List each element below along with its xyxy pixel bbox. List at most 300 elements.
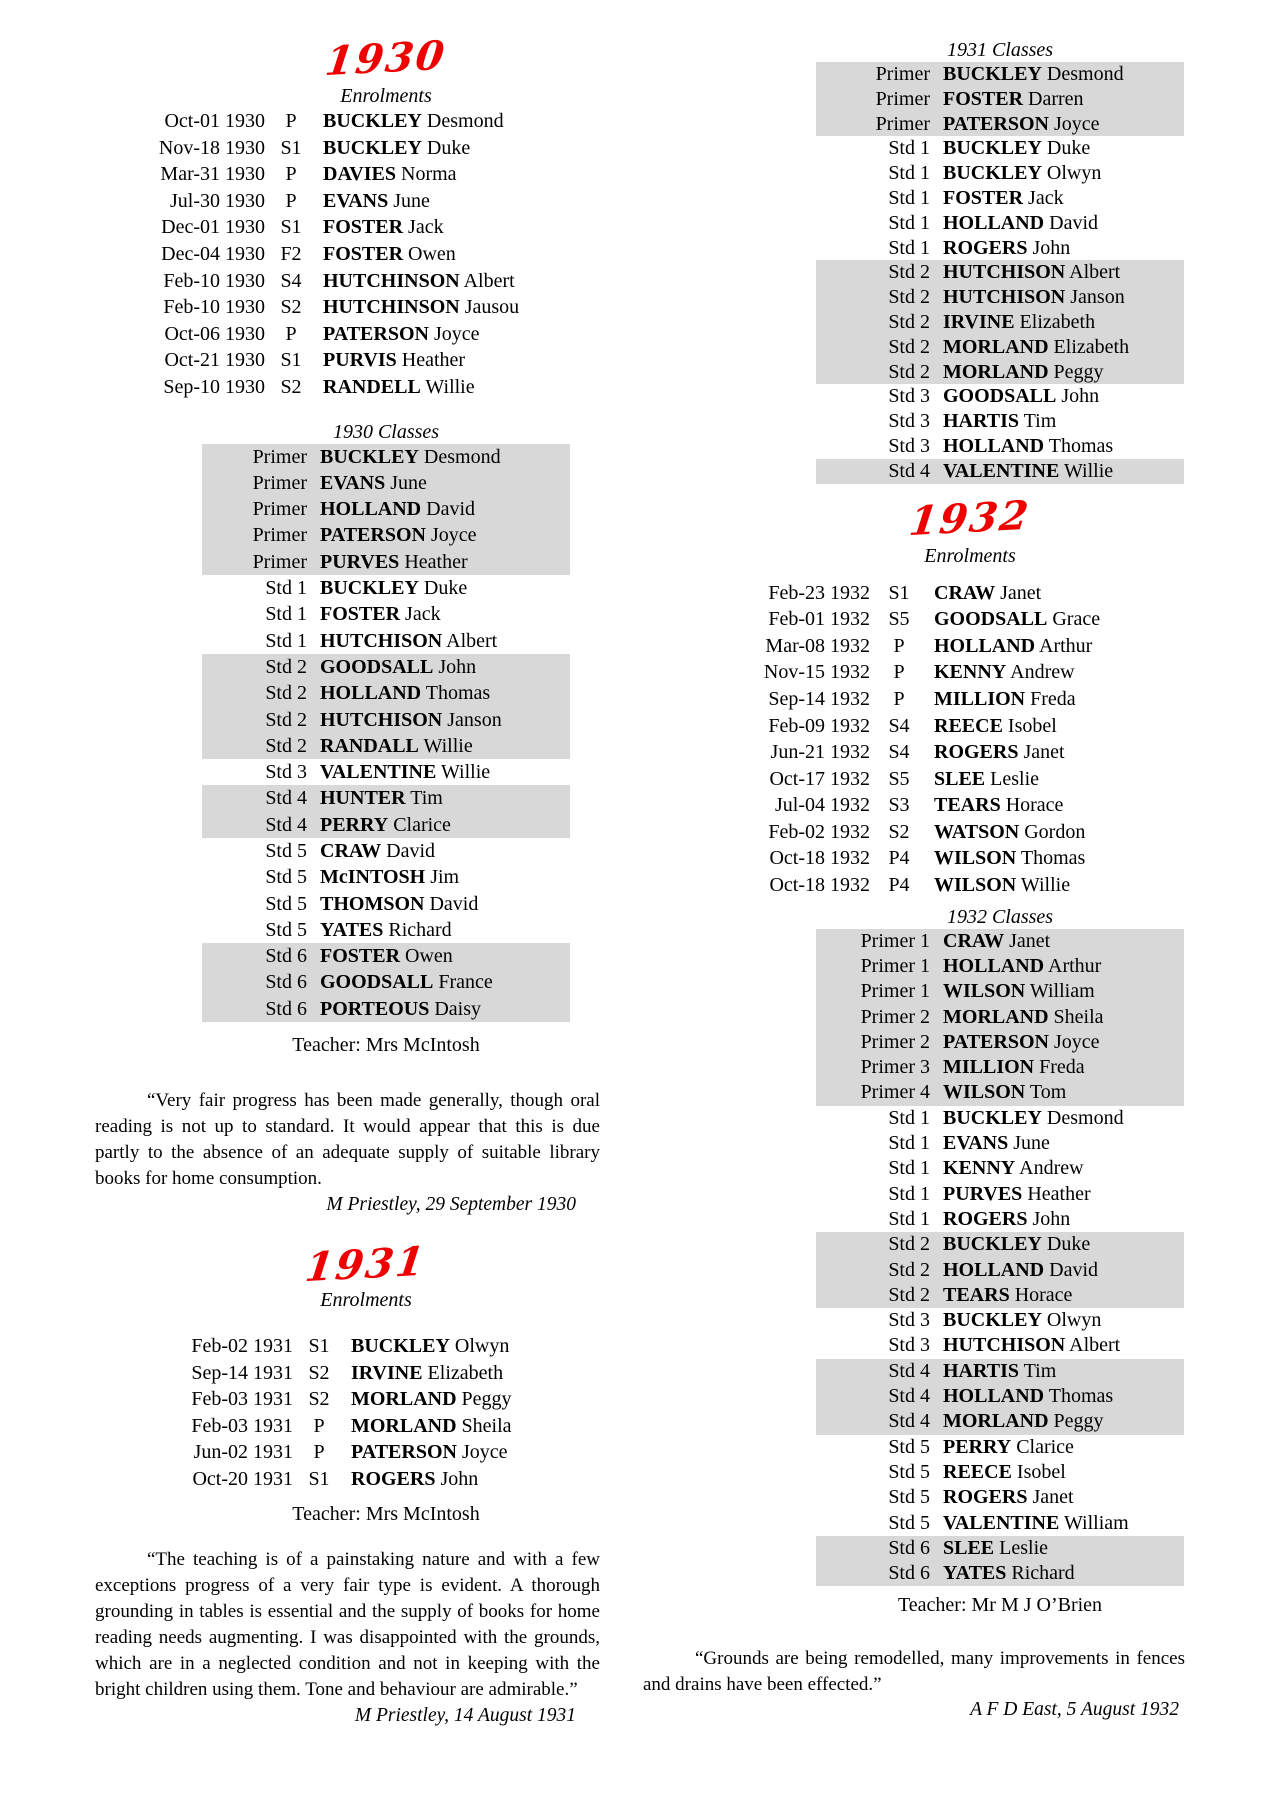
pupil-surname: GOODSALL: [943, 385, 1057, 408]
pupil-surname: HUTCHINSON: [323, 296, 460, 319]
class-row: [816, 1409, 1184, 1434]
class-label: Std 6: [265, 997, 307, 1020]
pupil-surname: BUCKLEY: [323, 136, 422, 159]
pupil-given-name: Isobel: [1002, 714, 1057, 737]
enrolment-date: Feb-01 1932: [768, 608, 870, 631]
pupil-name: [928, 713, 1185, 740]
pupil-surname: KENNY: [943, 1157, 1016, 1180]
enrolment-date: Feb-02 1932: [768, 820, 870, 843]
class-label: Primer 2: [860, 1005, 930, 1028]
class-row: [816, 1359, 1184, 1384]
pupil-name: [928, 845, 1185, 872]
classes-table-1932: [816, 929, 1184, 1587]
pupil-surname: HUTCHISON: [943, 261, 1066, 284]
pupil-surname: FOSTER: [323, 242, 404, 265]
class-label: Std 5: [888, 1460, 930, 1483]
class-row: [816, 954, 1184, 979]
pupil-surname: PURVES: [943, 1182, 1023, 1205]
pupil-given-name: Desmond: [421, 110, 504, 132]
class-code: S2: [308, 1361, 330, 1384]
pupil-surname: DAVIES: [323, 163, 396, 186]
class-row: [816, 1106, 1184, 1131]
pupil-given-name: Olwyn: [449, 1335, 510, 1358]
pupil-given-name: Desmond: [1041, 63, 1124, 85]
pupil-given-name: Thomas: [1044, 1385, 1114, 1408]
pupil-given-name: Grace: [1047, 608, 1101, 631]
class-label: Primer: [252, 550, 307, 573]
pupil-given-name: David: [421, 498, 476, 521]
enrolment-row: [750, 739, 1185, 766]
enrolment-row: [173, 1386, 600, 1413]
pupil-given-name: Elizabeth: [1048, 335, 1130, 358]
class-row: [816, 1485, 1184, 1510]
pupil-surname: GOODSALL: [934, 608, 1048, 631]
year-heading-1930: [202, 31, 570, 86]
pupil-name: [307, 943, 570, 969]
pupil-given-name: Arthur: [1035, 634, 1093, 657]
class-row: [816, 1536, 1184, 1561]
class-row: [816, 1460, 1184, 1485]
class-row: [816, 409, 1184, 434]
quote-attribution-1931: M Priestley, 14 August 1931: [354, 1704, 576, 1726]
class-code: P: [893, 634, 905, 657]
class-row: [202, 759, 570, 785]
pupil-name: [930, 1030, 1184, 1055]
class-row: [816, 136, 1184, 161]
enrolment-row: [750, 766, 1185, 793]
pupil-surname: ROGERS: [943, 1486, 1028, 1509]
enrolments-table-1931: [173, 1333, 600, 1493]
pupil-name: [307, 654, 570, 680]
pupil-name: [930, 136, 1184, 161]
enrolment-date: Mar-08 1932: [765, 634, 870, 657]
class-code: P: [285, 110, 297, 132]
class-row: [202, 496, 570, 522]
enrolment-row: [145, 241, 600, 268]
pupil-name: [930, 459, 1184, 484]
pupil-surname: ROGERS: [943, 236, 1028, 259]
class-row: [816, 1131, 1184, 1156]
class-label: Std 1: [888, 1207, 930, 1230]
left-column: [95, 0, 600, 1729]
pupil-name: [930, 954, 1184, 979]
pupil-surname: HOLLAND: [320, 498, 422, 521]
class-label: Primer 1: [860, 954, 930, 977]
enrolment-row: [750, 606, 1185, 633]
class-row: [202, 707, 570, 733]
pupil-given-name: Desmond: [1041, 1106, 1124, 1129]
pupil-name: [317, 188, 600, 215]
pupil-name: [928, 739, 1185, 766]
pupil-name: [928, 633, 1185, 660]
pupil-given-name: Duke: [421, 136, 471, 159]
class-label: Std 2: [888, 310, 930, 333]
class-label: Std 5: [265, 839, 307, 862]
pupil-surname: PURVES: [320, 550, 400, 573]
pupil-name: [345, 1413, 600, 1440]
class-label: Std 3: [888, 410, 930, 433]
pupil-name: [307, 575, 570, 601]
class-label: Std 1: [888, 1106, 930, 1129]
enrolment-row: [750, 845, 1185, 872]
class-row: [816, 360, 1184, 385]
pupil-surname: WILSON: [934, 847, 1017, 870]
enrolment-date: Oct-21 1930: [164, 349, 265, 372]
year-1932-text: 1932: [907, 491, 1034, 545]
pupil-name: [930, 87, 1184, 112]
class-row: [816, 1156, 1184, 1181]
enrolment-row: [750, 580, 1185, 607]
pupil-name: [930, 434, 1184, 459]
class-label: Std 1: [265, 603, 307, 626]
class-row: [202, 943, 570, 969]
classes-table-1930: [202, 444, 570, 1023]
pupil-surname: HUTCHINSON: [323, 269, 460, 292]
class-code: P: [893, 687, 905, 710]
pupil-surname: PATERSON: [943, 112, 1049, 135]
inspector-quote-1930: “Very fair progress has been made generally, though oral reading is not up to standard. It would appear that this is due partly to the absence of an adequate supply of suitable library books for home consumption.: [95, 1090, 600, 1190]
enrolment-row: [173, 1413, 600, 1440]
class-label: Std 5: [888, 1486, 930, 1509]
class-code: P: [893, 661, 905, 684]
pupil-name: [307, 838, 570, 864]
class-label: Std 1: [888, 236, 930, 259]
class-label: Std 5: [265, 866, 307, 889]
pupil-given-name: Freda: [1025, 687, 1076, 710]
pupil-surname: WILSON: [943, 980, 1026, 1003]
pupil-surname: HUTCHISON: [943, 1334, 1066, 1357]
pupil-name: [307, 707, 570, 733]
class-label: Std 1: [888, 186, 930, 209]
class-label: Std 1: [888, 1157, 930, 1180]
pupil-name: [307, 444, 570, 470]
enrolment-date: Sep-14 1932: [768, 687, 870, 710]
pupil-given-name: Tom: [1025, 1081, 1067, 1104]
pupil-surname: SLEE: [934, 767, 986, 790]
pupil-name: [930, 360, 1184, 385]
pupil-given-name: Willie: [420, 375, 475, 398]
pupil-surname: FOSTER: [943, 87, 1024, 110]
pupil-given-name: Janson: [1065, 286, 1125, 309]
pupil-name: [317, 135, 600, 162]
pupil-given-name: Jack: [403, 216, 444, 239]
class-label: Std 2: [888, 1233, 930, 1256]
pupil-name: [930, 1409, 1184, 1434]
pupil-name: [307, 601, 570, 627]
class-code: S5: [888, 767, 910, 790]
class-row: [202, 575, 570, 601]
pupil-name: [317, 268, 600, 295]
enrolment-date: Oct-18 1932: [769, 874, 870, 897]
pupil-given-name: David: [1044, 1258, 1099, 1281]
pupil-name: [930, 310, 1184, 335]
pupil-given-name: Freda: [1034, 1056, 1085, 1079]
pupil-given-name: Daisy: [429, 997, 481, 1020]
pupil-surname: PORTEOUS: [320, 997, 430, 1020]
pupil-surname: CRAW: [934, 581, 996, 604]
class-row: [816, 1182, 1184, 1207]
pupil-given-name: June: [385, 471, 427, 494]
pupil-surname: ROGERS: [934, 741, 1019, 764]
class-code: P: [285, 163, 297, 186]
class-label: Std 1: [888, 162, 930, 185]
pupil-given-name: Duke: [1041, 137, 1091, 160]
pupil-given-name: Richard: [1006, 1562, 1075, 1585]
pupil-given-name: Andrew: [1006, 661, 1075, 684]
pupil-surname: RANDALL: [320, 734, 419, 757]
pupil-surname: HOLLAND: [943, 1258, 1045, 1281]
class-code: S2: [308, 1388, 330, 1411]
pupil-surname: HUTCHISON: [943, 286, 1066, 309]
enrolment-row: [145, 374, 600, 401]
pupil-given-name: June: [388, 189, 430, 212]
pupil-surname: BUCKLEY: [320, 445, 419, 468]
pupil-given-name: Owen: [403, 242, 456, 265]
pupil-surname: MORLAND: [351, 1414, 457, 1437]
pupil-given-name: Jack: [1023, 186, 1064, 209]
pupil-name: [307, 759, 570, 785]
class-row: [816, 87, 1184, 112]
class-row: [202, 444, 570, 470]
class-code: S1: [308, 1335, 330, 1358]
pupil-name: [930, 1207, 1184, 1232]
pupil-surname: PATERSON: [351, 1441, 457, 1464]
class-label: Std 3: [888, 1334, 930, 1357]
inspector-quote-1931: “The teaching is of a painstaking nature and with a few exceptions progress of a very fair type is evident. A thorough grounding in tables is essential and the supply of books for home reading needs augmenting. I was disappointed with the grounds, which are in a neglected condition and not in keeping with the bright children using them. Tone and behaviour are admirable.”: [95, 1548, 600, 1700]
class-label: Std 3: [265, 761, 307, 784]
enrolment-date: Feb-03 1931: [191, 1414, 293, 1437]
inspector-quote-1932: “Grounds are being remodelled, many improvements in fences and drains have been effected.”: [643, 1648, 1185, 1695]
pupil-surname: ROGERS: [943, 1207, 1028, 1230]
pupil-surname: ROGERS: [351, 1468, 436, 1491]
class-label: Std 6: [265, 945, 307, 968]
pupil-name: [317, 294, 600, 321]
class-row: [202, 549, 570, 575]
quote-attribution-1932: A F D East, 5 August 1932: [970, 1698, 1179, 1720]
pupil-given-name: William: [1059, 1511, 1129, 1534]
pupil-name: [930, 1561, 1184, 1586]
class-row: [816, 161, 1184, 186]
pupil-surname: PURVIS: [323, 349, 397, 372]
class-label: Std 6: [888, 1562, 930, 1585]
pupil-given-name: Tim: [1019, 410, 1057, 433]
pupil-surname: HARTIS: [943, 1359, 1019, 1382]
pupil-surname: WILSON: [943, 1081, 1026, 1104]
pupil-given-name: Duke: [418, 577, 468, 600]
pupil-name: [930, 1485, 1184, 1510]
pupil-given-name: Sheila: [1048, 1005, 1104, 1028]
pupil-name: [930, 1131, 1184, 1156]
class-label: Std 1: [888, 137, 930, 160]
class-label: Primer 4: [860, 1081, 930, 1104]
class-row: [202, 785, 570, 811]
pupil-name: [930, 236, 1184, 261]
pupil-surname: REECE: [943, 1460, 1012, 1483]
pupil-given-name: France: [433, 971, 493, 994]
class-code: P: [285, 189, 297, 212]
pupil-name: [307, 733, 570, 759]
pupil-surname: MORLAND: [943, 360, 1049, 383]
class-row: [202, 917, 570, 943]
class-label: Primer: [875, 87, 930, 110]
class-code: S1: [888, 581, 910, 604]
enrolment-date: Jun-02 1931: [193, 1441, 293, 1464]
class-row: [816, 186, 1184, 211]
class-row: [816, 310, 1184, 335]
pupil-name: [928, 792, 1185, 819]
pupil-given-name: Leslie: [985, 767, 1040, 790]
enrolment-date: Feb-23 1932: [768, 581, 870, 604]
pupil-surname: BUCKLEY: [943, 1233, 1042, 1256]
pupil-given-name: Thomas: [421, 682, 491, 705]
enrolment-date: Oct-06 1930: [164, 322, 265, 345]
enrolment-date: Sep-14 1931: [191, 1361, 293, 1384]
pupil-surname: WILSON: [934, 874, 1017, 897]
enrolment-row: [145, 135, 600, 162]
enrolment-date: Sep-10 1930: [163, 375, 265, 398]
pupil-name: [930, 1232, 1184, 1257]
class-row: [202, 522, 570, 548]
pupil-given-name: Albert: [1065, 1334, 1121, 1357]
pupil-surname: MORLAND: [943, 1005, 1049, 1028]
class-label: Std 4: [888, 1410, 930, 1433]
class-row: [816, 1030, 1184, 1055]
class-row: [202, 838, 570, 864]
class-code: S4: [280, 269, 302, 292]
pupil-given-name: June: [1008, 1132, 1050, 1155]
pupil-name: [928, 872, 1185, 899]
pupil-name: [317, 321, 600, 348]
enrolment-date: Nov-18 1930: [158, 136, 265, 159]
pupil-given-name: Joyce: [1048, 112, 1100, 135]
class-row: [202, 733, 570, 759]
class-row: [816, 285, 1184, 310]
pupil-surname: MILLION: [943, 1056, 1035, 1079]
class-code: S5: [888, 608, 910, 631]
pupil-given-name: Willie: [1016, 874, 1071, 897]
class-label: Std 2: [888, 1258, 930, 1281]
pupil-surname: HOLLAND: [943, 434, 1045, 457]
pupil-name: [930, 112, 1184, 137]
pupil-surname: MORLAND: [943, 1410, 1049, 1433]
class-code: P: [285, 322, 297, 345]
pupil-surname: GOODSALL: [320, 971, 434, 994]
pupil-surname: TEARS: [943, 1283, 1010, 1306]
pupil-surname: HOLLAND: [943, 211, 1045, 234]
class-code: S1: [308, 1468, 330, 1491]
pupil-name: [930, 211, 1184, 236]
pupil-given-name: Andrew: [1015, 1157, 1084, 1180]
class-row: [816, 1384, 1184, 1409]
pupil-name: [930, 335, 1184, 360]
pupil-name: [317, 347, 600, 374]
pupil-name: [930, 1258, 1184, 1283]
class-label: Std 2: [265, 655, 307, 678]
class-label: Std 2: [265, 682, 307, 705]
class-label: Std 2: [888, 335, 930, 358]
pupil-given-name: Isobel: [1011, 1460, 1066, 1483]
pupil-name: [930, 1536, 1184, 1561]
enrolment-row: [145, 294, 600, 321]
enrolment-date: Oct-01 1930: [164, 110, 265, 132]
pupil-name: [307, 522, 570, 548]
class-label: Std 5: [888, 1511, 930, 1534]
pupil-given-name: Peggy: [1048, 360, 1104, 383]
pupil-given-name: Leslie: [994, 1536, 1049, 1559]
pupil-given-name: Janson: [442, 708, 502, 731]
class-label: Std 1: [265, 577, 307, 600]
pupil-given-name: Peggy: [456, 1388, 512, 1411]
teacher-line-1930: Teacher: Mrs McIntosh: [292, 1034, 480, 1057]
pupil-given-name: Clarice: [1011, 1435, 1074, 1458]
pupil-given-name: David: [381, 839, 436, 862]
class-row: [816, 979, 1184, 1004]
class-code: S1: [280, 349, 302, 372]
pupil-surname: HUTCHISON: [320, 708, 443, 731]
pupil-surname: BUCKLEY: [943, 63, 1042, 85]
class-label: Primer 2: [860, 1030, 930, 1053]
pupil-surname: HOLLAND: [934, 634, 1036, 657]
class-label: Primer 1: [860, 929, 930, 952]
pupil-surname: MORLAND: [351, 1388, 457, 1411]
pupil-surname: FOSTER: [320, 945, 401, 968]
enrolments-table-1932: [750, 580, 1185, 899]
pupil-name: [930, 260, 1184, 285]
pupil-surname: HUNTER: [320, 787, 406, 810]
class-code: P4: [888, 847, 910, 870]
pupil-surname: PATERSON: [320, 524, 426, 547]
pupil-given-name: Elizabeth: [422, 1361, 504, 1384]
pupil-given-name: Joyce: [428, 322, 480, 345]
enrolment-row: [173, 1333, 600, 1360]
pupil-name: [307, 917, 570, 943]
pupil-surname: HOLLAND: [943, 954, 1045, 977]
enrolment-row: [750, 633, 1185, 660]
pupil-name: [930, 1359, 1184, 1384]
pupil-given-name: Tim: [1019, 1359, 1057, 1382]
pupil-surname: WATSON: [934, 820, 1020, 843]
class-label: Primer: [252, 524, 307, 547]
class-label: Primer: [875, 112, 930, 135]
enrolment-row: [750, 872, 1185, 899]
pupil-surname: MORLAND: [943, 335, 1049, 358]
class-row: [816, 1232, 1184, 1257]
teacher-line-1931: Teacher: Mrs McIntosh: [292, 1502, 480, 1525]
year-heading-1932: [786, 491, 1154, 545]
pupil-given-name: Horace: [1000, 794, 1064, 817]
pupil-surname: FOSTER: [320, 603, 401, 626]
pupil-surname: REECE: [934, 714, 1003, 737]
pupil-surname: BUCKLEY: [943, 1309, 1042, 1332]
pupil-given-name: Albert: [442, 629, 498, 652]
pupil-surname: BUCKLEY: [323, 110, 422, 132]
class-label: Std 1: [888, 1182, 930, 1205]
enrolment-date: Jul-30 1930: [170, 189, 265, 212]
enrolment-row: [173, 1360, 600, 1387]
enrolment-row: [145, 268, 600, 295]
pupil-name: [930, 409, 1184, 434]
classes-heading-1931: 1931 Classes: [946, 39, 1054, 61]
class-label: Std 2: [888, 360, 930, 383]
class-label: Std 3: [888, 434, 930, 457]
enrolment-date: Feb-02 1931: [191, 1335, 293, 1358]
enrolment-row: [173, 1466, 600, 1493]
pupil-given-name: David: [1044, 211, 1099, 234]
enrolment-row: [750, 819, 1185, 846]
enrolment-row: [145, 161, 600, 188]
pupil-surname: CRAW: [943, 929, 1005, 952]
pupil-surname: BUCKLEY: [351, 1335, 450, 1358]
